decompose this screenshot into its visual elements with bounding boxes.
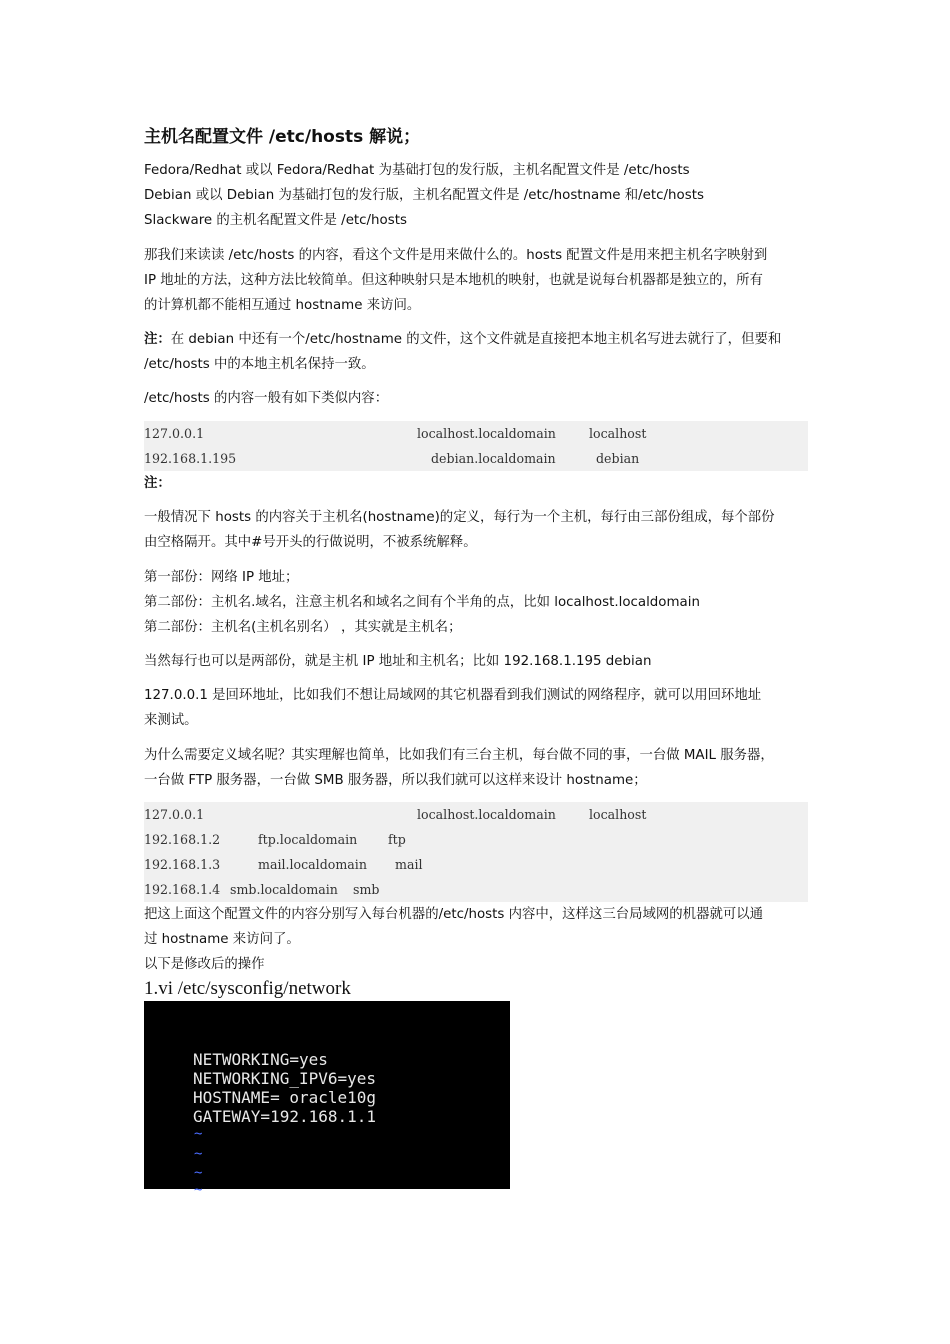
code-fqdn: debian.localdomain bbox=[431, 451, 556, 466]
terminal-line: NETWORKING=yes bbox=[193, 1050, 328, 1069]
note1-line: /etc/hosts 中的本地主机名保持一致。 bbox=[144, 357, 375, 372]
code-ip: 192.168.1.195 bbox=[144, 451, 237, 466]
tilde-marker: ~ bbox=[194, 1182, 203, 1198]
terminal-line: HOSTNAME= oracle10g bbox=[193, 1088, 377, 1107]
note2 bbox=[144, 471, 808, 496]
code-alias: localhost bbox=[589, 807, 647, 822]
code-fqdn: mail.localdomain bbox=[258, 857, 367, 872]
code-alias: localhost bbox=[589, 426, 647, 441]
why-domain-paragraph bbox=[144, 743, 808, 793]
code-row bbox=[144, 827, 808, 852]
general-line: 一般情况下 hosts 的内容关于主机名(hostname)的定义，每行为一个主机，每行由三部份组成，每个部份 bbox=[144, 510, 775, 525]
code-alias: smb bbox=[353, 882, 380, 897]
read-paragraph bbox=[144, 243, 808, 318]
why-line: 为什么需要定义域名呢？其实理解也简单，比如我们有三台主机，每台做不同的事，一台做 MAIL 服务器， bbox=[144, 748, 774, 763]
code-row bbox=[144, 852, 808, 877]
code-row bbox=[144, 446, 808, 471]
part-line: 第一部份：网络 IP 地址； bbox=[144, 570, 299, 585]
code-ip: 127.0.0.1 bbox=[144, 807, 205, 822]
intro-paragraph bbox=[144, 158, 808, 233]
tilde-marker: ~ bbox=[194, 1146, 203, 1162]
code-alias: debian bbox=[596, 451, 640, 466]
terminal-line: GATEWAY=192.168.1.1 bbox=[193, 1107, 377, 1126]
code-fqdn: localhost.localdomain bbox=[417, 426, 556, 441]
code-alias: mail bbox=[395, 857, 423, 872]
terminal-screenshot bbox=[144, 1001, 510, 1198]
note-label: 注： bbox=[144, 476, 171, 491]
parts-list bbox=[144, 565, 808, 640]
note1-paragraph bbox=[144, 327, 808, 377]
part-line: 第二部份：主机名.域名，注意主机名和域名之间有个半角的点，比如 localhost.localdomain bbox=[144, 595, 700, 610]
intro-line: Slackware 的主机名配置文件是 /etc/hosts bbox=[144, 213, 407, 228]
read-line: 的计算机都不能相互通过 hostname 来访问。 bbox=[144, 298, 421, 313]
code-ip: 192.168.1.2 bbox=[144, 832, 221, 847]
read-line: IP 地址的方法，这种方法比较简单。但这种映射只是本地机的映射，也就是说每台机器都是独立的，所有 bbox=[144, 273, 763, 288]
code-block-hostname-design bbox=[144, 802, 808, 902]
code-alias: ftp bbox=[388, 832, 406, 847]
after-line: 把这上面这个配置文件的内容分别写入每台机器的/etc/hosts 内容中，这样这三台局域网的机器就可以通 bbox=[144, 907, 764, 922]
note-label: 注： bbox=[144, 332, 171, 347]
code-block-hosts-example bbox=[144, 421, 808, 471]
general-line: 由空格隔开。其中#号开头的行做说明，不被系统解释。 bbox=[144, 535, 477, 550]
code-row bbox=[144, 802, 808, 827]
general-paragraph bbox=[144, 505, 808, 555]
loopback-line: 127.0.0.1 是回环地址，比如我们不想让局域网的其它机器看到我们测试的网络程序，就可以用回环地址 bbox=[144, 688, 762, 703]
code-row bbox=[144, 421, 808, 446]
following-line: 以下是修改后的操作 bbox=[144, 957, 265, 972]
after-code-paragraph bbox=[144, 902, 808, 977]
two-parts-paragraph: 当然每行也可以是两部份，就是主机 IP 地址和主机名；比如 192.168.1.195 debian bbox=[144, 654, 652, 669]
note1-line: 在 debian 中还有一个/etc/hostname 的文件，这个文件就是直接把本地主机名写进去就行了，但要和 bbox=[170, 332, 782, 347]
part-line: 第二部份：主机名(主机名别名） ，其实就是主机名； bbox=[144, 620, 462, 635]
read-line: 那我们来读读 /etc/hosts 的内容，看这个文件是用来做什么的。hosts 配置文件是用来把主机名字映射到 bbox=[144, 248, 768, 263]
code-ip: 127.0.0.1 bbox=[144, 426, 205, 441]
code-fqdn: smb.localdomain bbox=[230, 882, 338, 897]
code-fqdn: ftp.localdomain bbox=[258, 832, 358, 847]
after-line: 过 hostname 来访问了。 bbox=[144, 932, 300, 947]
loopback-line: 来测试。 bbox=[144, 713, 198, 728]
tilde-marker: ~ bbox=[194, 1165, 203, 1181]
hosts-intro: /etc/hosts 的内容一般有如下类似内容： bbox=[144, 391, 389, 406]
code-row bbox=[144, 877, 808, 902]
tilde-marker: ~ bbox=[194, 1126, 203, 1142]
why-line: 一台做 FTP 服务器，一台做 SMB 服务器，所以我们就可以这样来设计 hostname； bbox=[144, 773, 647, 788]
step1-title: 1.vi /etc/sysconfig/network bbox=[144, 978, 351, 999]
page-title: 主机名配置文件 /etc/hosts 解说； bbox=[144, 127, 421, 147]
loopback-paragraph bbox=[144, 683, 808, 733]
intro-line: Debian 或以 Debian 为基础打包的发行版，主机名配置文件是 /etc/hostname 和/etc/hosts bbox=[144, 188, 704, 203]
code-ip: 192.168.1.4 bbox=[144, 882, 221, 897]
code-ip: 192.168.1.3 bbox=[144, 857, 221, 872]
intro-line: Fedora/Redhat 或以 Fedora/Redhat 为基础打包的发行版，主机名配置文件是 /etc/hosts bbox=[144, 163, 690, 178]
terminal-line: NETWORKING_IPV6=yes bbox=[193, 1069, 377, 1088]
code-fqdn: localhost.localdomain bbox=[417, 807, 556, 822]
